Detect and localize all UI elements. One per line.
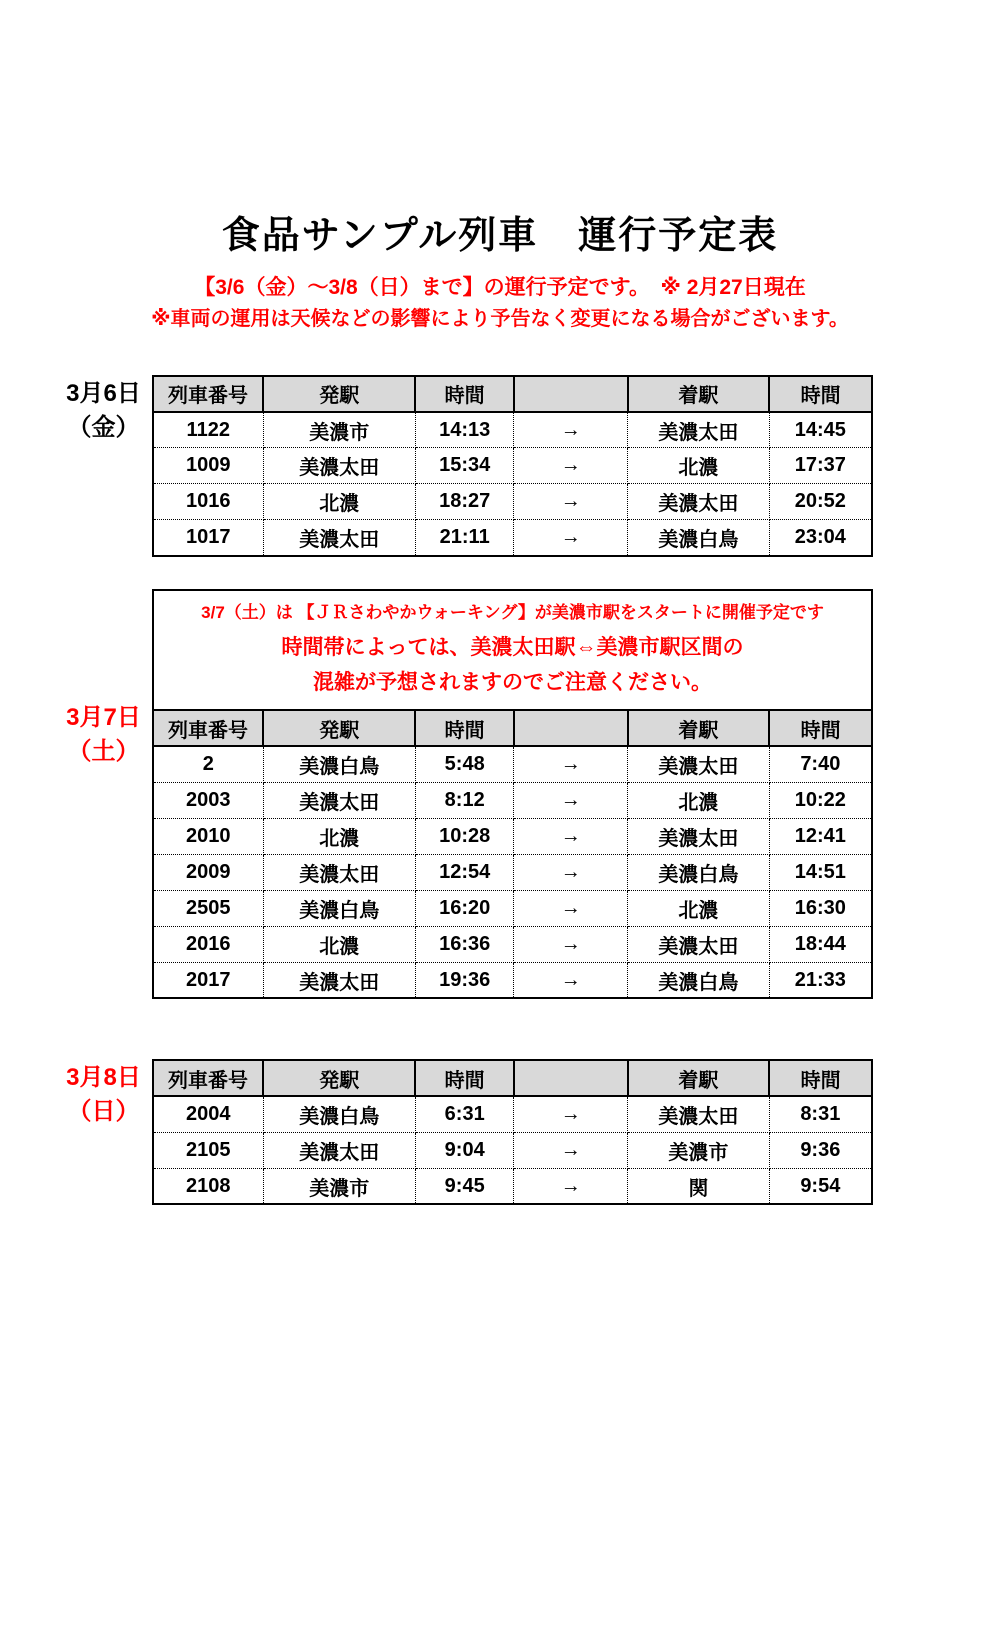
table-row [153, 520, 872, 556]
depart-time-cell: 9:45 [415, 1168, 514, 1204]
table-row [153, 746, 872, 782]
arrive-time-cell: 8:31 [769, 1096, 872, 1132]
train-number-cell: 2505 [153, 890, 263, 926]
table-row [153, 412, 872, 448]
arrive-time-cell: 12:41 [769, 818, 872, 854]
arrive-time-cell: 7:40 [769, 746, 872, 782]
arrive-station-cell: 北濃 [628, 448, 770, 484]
depart-time-cell: 15:34 [415, 448, 514, 484]
arrow-cell: → [514, 1096, 628, 1132]
depart-station-cell: 美濃太田 [263, 782, 415, 818]
col-header-depart-station: 発駅 [263, 1060, 415, 1096]
col-header-train-number: 列車番号 [153, 1060, 263, 1096]
col-header-arrive-station: 着駅 [628, 710, 770, 746]
depart-time-cell: 16:20 [415, 890, 514, 926]
train-number-cell: 2 [153, 746, 263, 782]
depart-station-cell: 美濃市 [263, 1168, 415, 1204]
arrow-cell: → [514, 890, 628, 926]
arrive-station-cell: 美濃太田 [628, 818, 770, 854]
arrow-cell: → [514, 818, 628, 854]
col-header-blank [514, 376, 628, 412]
depart-station-cell: 美濃太田 [263, 448, 415, 484]
train-number-cell: 1009 [153, 448, 263, 484]
timetable-march6 [152, 375, 873, 557]
arrive-station-cell: 美濃太田 [628, 746, 770, 782]
train-number-cell: 2016 [153, 926, 263, 962]
depart-time-cell: 5:48 [415, 746, 514, 782]
depart-station-cell: 北濃 [263, 926, 415, 962]
depart-station-cell: 美濃太田 [263, 854, 415, 890]
train-number-cell: 1017 [153, 520, 263, 556]
arrow-cell: → [514, 746, 628, 782]
depart-station-cell: 美濃太田 [263, 520, 415, 556]
table-row [153, 854, 872, 890]
timetable-area [152, 375, 873, 557]
col-header-arrive-station: 着駅 [628, 1060, 770, 1096]
arrive-station-cell: 美濃太田 [628, 1096, 770, 1132]
col-header-blank [514, 710, 628, 746]
walking-event-notice [152, 589, 873, 712]
depart-time-cell: 8:12 [415, 782, 514, 818]
date-line1: 3月7日 [66, 703, 141, 731]
notice-line-2: 時間帯によっては、美濃太田駅⇔美濃市駅区間の [281, 635, 744, 659]
arrive-time-cell: 23:04 [769, 520, 872, 556]
depart-station-cell: 美濃白鳥 [263, 890, 415, 926]
date-line2: （金） [67, 413, 140, 441]
arrive-station-cell: 北濃 [628, 890, 770, 926]
col-header-arrive-station: 着駅 [628, 376, 770, 412]
arrive-time-cell: 14:45 [769, 412, 872, 448]
train-number-cell: 1122 [153, 412, 263, 448]
schedule-change-disclaimer: ※車両の運用は天候などの影響により予告なく変更になる場合がございます。 [151, 307, 849, 330]
arrive-station-cell: 美濃太田 [628, 926, 770, 962]
depart-station-cell: 美濃白鳥 [263, 1096, 415, 1132]
depart-time-cell: 14:13 [415, 412, 514, 448]
arrive-station-cell: 美濃白鳥 [628, 962, 770, 998]
depart-station-cell: 美濃太田 [263, 962, 415, 998]
col-header-depart-time: 時間 [415, 710, 514, 746]
arrive-time-cell: 20:52 [769, 484, 872, 520]
notice-line-3: 混雑が予想されますのでご注意ください。 [313, 671, 712, 695]
arrow-cell: → [514, 484, 628, 520]
table-row [153, 1168, 872, 1204]
col-header-train-number: 列車番号 [153, 710, 263, 746]
depart-station-cell: 美濃白鳥 [263, 746, 415, 782]
col-header-depart-station: 発駅 [263, 376, 415, 412]
schedule-section-march8 [0, 1059, 1000, 1205]
arrow-cell: → [514, 412, 628, 448]
depart-time-cell: 12:54 [415, 854, 514, 890]
table-row [153, 1096, 872, 1132]
arrive-time-cell: 14:51 [769, 854, 872, 890]
arrive-station-cell: 北濃 [628, 782, 770, 818]
arrive-time-cell: 16:30 [769, 890, 872, 926]
depart-time-cell: 18:27 [415, 484, 514, 520]
arrow-cell: → [514, 1132, 628, 1168]
table-row [153, 818, 872, 854]
arrive-station-cell: 美濃太田 [628, 484, 770, 520]
arrive-station-cell: 美濃太田 [628, 412, 770, 448]
col-header-depart-time: 時間 [415, 376, 514, 412]
table-row [153, 484, 872, 520]
date-line1: 3月6日 [66, 379, 141, 407]
train-number-cell: 2017 [153, 962, 263, 998]
table-row [153, 782, 872, 818]
arrive-time-cell: 18:44 [769, 926, 872, 962]
depart-station-cell: 美濃市 [263, 412, 415, 448]
depart-station-cell: 北濃 [263, 818, 415, 854]
header-row [153, 1060, 872, 1096]
depart-station-cell: 北濃 [263, 484, 415, 520]
depart-time-cell: 19:36 [415, 962, 514, 998]
arrive-time-cell: 21:33 [769, 962, 872, 998]
header-row [153, 710, 872, 746]
timetable-area [152, 1059, 873, 1205]
arrow-cell: → [514, 854, 628, 890]
train-number-cell: 2010 [153, 818, 263, 854]
train-number-cell: 2003 [153, 782, 263, 818]
train-number-cell: 1016 [153, 484, 263, 520]
schedule-section-march6 [0, 375, 1000, 557]
arrive-station-cell: 美濃白鳥 [628, 520, 770, 556]
table-row [153, 1132, 872, 1168]
date-line1: 3月8日 [66, 1064, 141, 1092]
date-label-march6 [55, 375, 152, 445]
page-title: 食品サンプル列車 運行予定表 [221, 215, 779, 257]
col-header-depart-station: 発駅 [263, 710, 415, 746]
date-line2: （土） [67, 737, 140, 765]
arrow-cell: → [514, 962, 628, 998]
col-header-train-number: 列車番号 [153, 376, 263, 412]
timetable-area [152, 589, 873, 1000]
table-row [153, 962, 872, 998]
arrow-cell: → [514, 1168, 628, 1204]
arrow-cell: → [514, 782, 628, 818]
table-row [153, 926, 872, 962]
arrive-station-cell: 美濃市 [628, 1132, 770, 1168]
arrive-time-cell: 10:22 [769, 782, 872, 818]
arrive-time-cell: 9:36 [769, 1132, 872, 1168]
depart-station-cell: 美濃太田 [263, 1132, 415, 1168]
arrow-cell: → [514, 926, 628, 962]
timetable-march8 [152, 1059, 873, 1205]
train-number-cell: 2105 [153, 1132, 263, 1168]
arrow-cell: → [514, 448, 628, 484]
col-header-blank [514, 1060, 628, 1096]
col-header-arrive-time: 時間 [769, 376, 872, 412]
arrive-station-cell: 関 [628, 1168, 770, 1204]
col-header-depart-time: 時間 [415, 1060, 514, 1096]
operation-period-note: 【3/6（金）～3/8（日）まで】の運行予定です。 ※ 2月27日現在 [194, 275, 806, 299]
depart-time-cell: 10:28 [415, 818, 514, 854]
notice-line-1: 3/7（土）は 【ＪＲさわやかウォーキング】が美濃市駅をスタートに開催予定です [201, 602, 824, 622]
date-line2: （日） [67, 1098, 140, 1126]
arrive-station-cell: 美濃白鳥 [628, 854, 770, 890]
train-number-cell: 2009 [153, 854, 263, 890]
train-number-cell: 2004 [153, 1096, 263, 1132]
arrive-time-cell: 9:54 [769, 1168, 872, 1204]
date-label-march7 [55, 589, 152, 769]
depart-time-cell: 9:04 [415, 1132, 514, 1168]
timetable-march7 [152, 709, 873, 999]
col-header-arrive-time: 時間 [769, 710, 872, 746]
train-number-cell: 2108 [153, 1168, 263, 1204]
table-row [153, 448, 872, 484]
depart-time-cell: 16:36 [415, 926, 514, 962]
depart-time-cell: 21:11 [415, 520, 514, 556]
arrive-time-cell: 17:37 [769, 448, 872, 484]
header-row [153, 376, 872, 412]
date-label-march8 [55, 1059, 152, 1129]
table-row [153, 890, 872, 926]
col-header-arrive-time: 時間 [769, 1060, 872, 1096]
arrow-cell: → [514, 520, 628, 556]
schedule-section-march7 [0, 589, 1000, 1000]
depart-time-cell: 6:31 [415, 1096, 514, 1132]
